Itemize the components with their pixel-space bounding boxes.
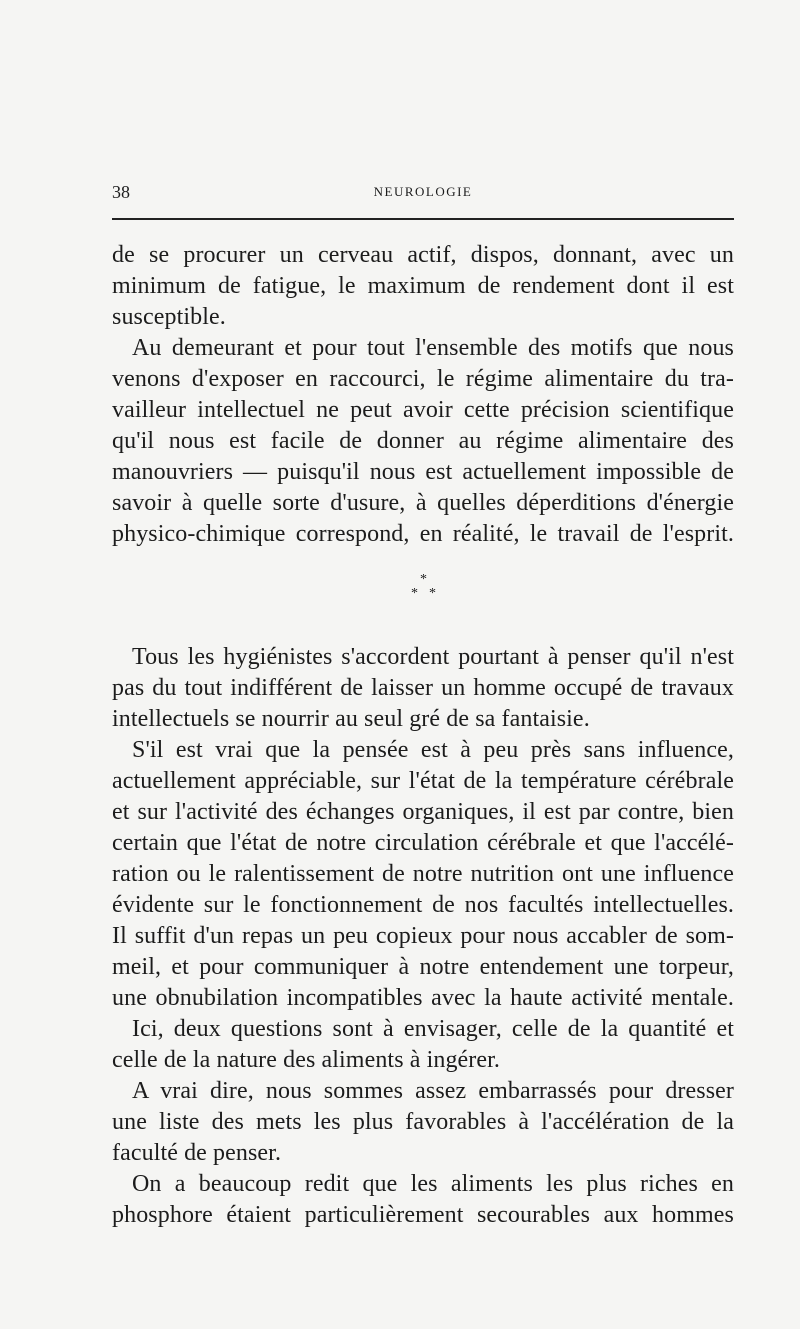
text-line: et sur l'activité des échanges organiques, il est par contre, bien (112, 799, 734, 825)
text-section-1 (112, 240, 734, 550)
asterism-star: * (429, 586, 436, 601)
text-line: actuellement appréciable, sur l'état de la température cérébrale (112, 768, 734, 794)
page-number: 38 (112, 182, 130, 202)
text-line: Il suffit d'un repas un peu copieux pour nous accabler de som- (112, 923, 734, 949)
text-section-2 (112, 642, 734, 1231)
text-line: intellectuels se nourrir au seul gré de sa fantaisie. (112, 706, 590, 732)
text-line: Ici, deux questions sont à envisager, celle de la quantité et (132, 1016, 734, 1042)
text-line: de se procurer un cerveau actif, dispos, donnant, avec un (112, 242, 734, 268)
text-line: A vrai dire, nous sommes assez embarrassés pour dresser (132, 1078, 734, 1104)
text-line: qu'il nous est facile de donner au régime alimentaire des (112, 428, 734, 454)
text-line: On a beaucoup redit que les aliments les plus riches en (132, 1171, 734, 1197)
text-line: une obnubilation incompatibles avec la haute activité mentale. (112, 985, 734, 1011)
text-line: venons d'exposer en raccourci, le régime alimentaire du tra- (112, 366, 734, 392)
text-line: manouvriers — puisqu'il nous est actuellement impossible de (112, 459, 734, 485)
asterism-star: * (420, 572, 427, 587)
text-line: Au demeurant et pour tout l'ensemble des motifs que nous (132, 335, 734, 361)
running-head (112, 182, 734, 206)
text-line: faculté de penser. (112, 1140, 282, 1166)
text-line: meil, et pour communiquer à notre entendement une torpeur, (112, 954, 734, 980)
text-line: savoir à quelle sorte d'usure, à quelles déperditions d'énergie (112, 490, 734, 516)
text-line: minimum de fatigue, le maximum de rendement dont il est (112, 273, 734, 299)
running-title: NEUROLOGIE (373, 184, 473, 199)
header-rule (112, 218, 734, 220)
text-line: certain que l'état de notre circulation cérébrale et que l'accélé- (112, 830, 734, 856)
section-asterism (380, 572, 460, 612)
text-line: ration ou le ralentissement de notre nutrition ont une influence (112, 861, 734, 887)
asterism-star: * (411, 586, 418, 601)
text-line: phosphore étaient particulièrement secourables aux hommes (112, 1202, 734, 1228)
text-line: celle de la nature des aliments à ingérer. (112, 1047, 501, 1073)
text-line: physico-chimique correspond, en réalité, le travail de l'esprit. (112, 521, 734, 547)
text-line: évidente sur le fonctionnement de nos facultés intellectuelles. (112, 892, 734, 918)
text-line: susceptible. (112, 304, 226, 330)
text-line: Tous les hygiénistes s'accordent pourtant à penser qu'il n'est (132, 644, 734, 670)
text-line: une liste des mets les plus favorables à l'accélération de la (112, 1109, 734, 1135)
text-line: pas du tout indifférent de laisser un homme occupé de travaux (112, 675, 734, 701)
text-line: vailleur intellectuel ne peut avoir cette précision scientifique (112, 397, 734, 423)
text-line: S'il est vrai que la pensée est à peu près sans influence, (132, 737, 734, 763)
